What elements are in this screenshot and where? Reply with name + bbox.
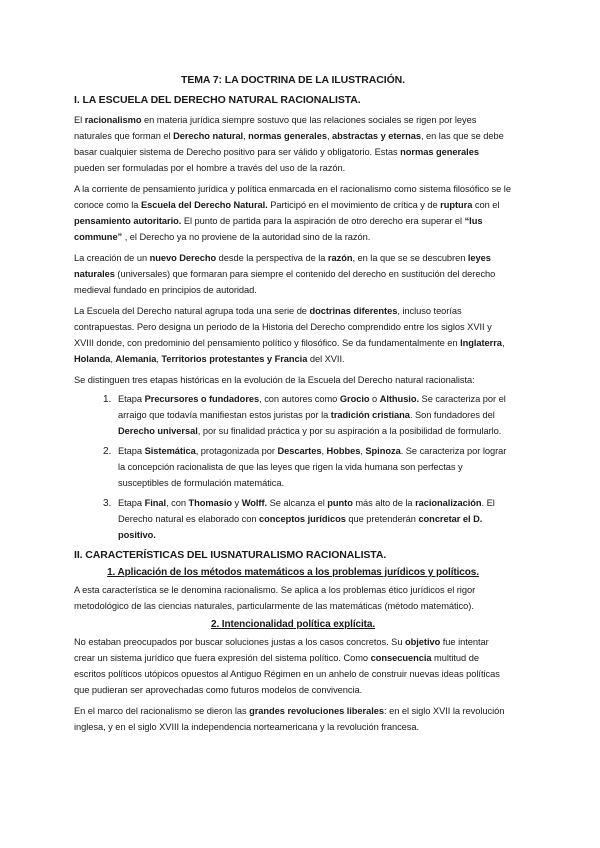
bold-text: Final bbox=[144, 498, 167, 508]
paragraph: La Escuela del Derecho natural agrupa toda una serie de doctrinas diferentes, incluso teorías contrapuestas. Pero designa un periodo de la Historia del Derecho comprendido entre los siglos XVII y XVIII donde, con predominio del pensamiento político y filosófico. Se da fundamentalmente en Inglaterra, Holanda, Alemania, Territorios protestantes y Francia del XVII. bbox=[74, 306, 505, 364]
list-item: 2. Etapa Sistemática, protagonizada por Descartes, Hobbes, Spinoza. Se caracteriza por lograr la concepción racionalista de que las leyes que rigen la vida humana son perfectas y susceptibles de formulación matemática. bbox=[114, 443, 512, 491]
bold-text: tradición cristiana bbox=[330, 410, 410, 420]
bold-text: “Ius commune” bbox=[74, 216, 483, 242]
bold-text: racionalismo bbox=[84, 115, 142, 125]
list-item: 1. Etapa Precursores o fundadores, con autores como Grocio o Althusio. Se caracteriza por el arraigo que todavía manifiestan estos juristas por la tradición cristiana. Son fundadores del Derecho universal, por su finalidad práctica y por su aspiración a la posibilidad de formularlo. bbox=[114, 391, 512, 439]
bold-text: normas generales bbox=[400, 147, 479, 157]
stages-list bbox=[74, 391, 512, 543]
bold-text: consecuencia bbox=[370, 653, 432, 663]
bold-text: razón bbox=[327, 253, 353, 263]
bold-text: abstractas y eternas bbox=[332, 131, 421, 141]
subheading-1: 1. Aplicación de los métodos matemáticos a los problemas jurídicos y políticos. bbox=[107, 567, 479, 578]
bold-text: racionalización bbox=[415, 498, 482, 508]
bold-text: Holanda bbox=[74, 354, 111, 364]
bold-text: concretar el D. positivo. bbox=[118, 514, 483, 540]
bold-text: leyes naturales bbox=[74, 253, 491, 279]
list-item: 3. Etapa Final, con Thomasio y Wolff. Se alcanza el punto más alto de la racionalización. El Derecho natural es elaborado con conceptos jurídicos que pretenderán concretar el D. positivo. bbox=[114, 495, 512, 543]
subheading-2: 2. Intencionalidad política explícita. bbox=[210, 619, 376, 630]
bold-text: normas generales bbox=[248, 131, 327, 141]
paragraph: A esta característica se le denomina racionalismo. Se aplica a los problemas ético jurídicos el rigor metodológico de las ciencias naturales, particularmente de las matemáticas (método matemático). bbox=[74, 585, 476, 611]
bold-text: objetivo bbox=[404, 637, 441, 647]
bold-text: Thomasio bbox=[188, 498, 233, 508]
bold-text: Derecho natural bbox=[173, 131, 244, 141]
section-2-heading: II. CARACTERÍSTICAS DEL IUSNATURALISMO RACIONALISTA. bbox=[74, 549, 387, 561]
bold-text: Hobbes bbox=[326, 446, 361, 456]
bold-text: pensamiento autoritario. bbox=[74, 216, 182, 226]
bold-text: Althusio. bbox=[379, 394, 420, 404]
bold-text: nuevo Derecho bbox=[149, 253, 217, 263]
bold-text: Descartes bbox=[277, 446, 322, 456]
bold-text: Derecho universal bbox=[118, 426, 198, 436]
bold-text: grandes revoluciones liberales bbox=[249, 706, 385, 716]
bold-text: doctrinas diferentes bbox=[309, 306, 398, 316]
section-1-heading: I. LA ESCUELA DEL DERECHO NATURAL RACIONALISTA. bbox=[74, 94, 361, 106]
paragraph: Se distinguen tres etapas históricas en la evolución de la Escuela del Derecho natural racionalista: bbox=[74, 375, 475, 385]
bold-text: Alemania bbox=[115, 354, 157, 364]
paragraph: A la corriente de pensamiento jurídica y política enmarcada en el racionalismo como sistema filosófico se le conoce como la Escuela del Derecho Natural. Participó en el movimiento de crítica y de ruptura con el pensamiento autoritario. El punto de partida para la aspiración de otro derecho era superar el “Ius commune” , el Derecho ya no proviene de la autoridad sino de la razón. bbox=[74, 184, 511, 242]
bold-text: Spinoza bbox=[365, 446, 401, 456]
bold-text: ruptura bbox=[440, 200, 473, 210]
paragraph: En el marco del racionalismo se dieron las grandes revoluciones liberales: en el siglo XVII la revolución inglesa, y en el siglo XVIII la independencia norteamericana y la revolución francesa. bbox=[74, 706, 505, 732]
paragraph: La creación de un nuevo Derecho desde la perspectiva de la razón, en la que se se descubren leyes naturales (universales) que formaran para siempre el contenido del derecho en sustitución del derecho medieval fundado en principios de autoridad. bbox=[74, 253, 496, 295]
bold-text: Precursores o fundadores bbox=[144, 394, 260, 404]
bold-text: Sistemática bbox=[144, 446, 196, 456]
bold-text: Inglaterra bbox=[460, 338, 502, 348]
document-title: TEMA 7: LA DOCTRINA DE LA ILUSTRACIÓN. bbox=[181, 74, 405, 86]
bold-text: punto bbox=[327, 498, 353, 508]
paragraph: El racionalismo en materia jurídica siempre sostuvo que las relaciones sociales se rigen por leyes naturales que forman el Derecho natural, normas generales, abstractas y eternas, en las que se debe basar cualquier sistema de Derecho positivo para ser válido y obligatorio. Estas normas generales pueden ser formuladas por el hombre a través del uso de la razón. bbox=[74, 115, 504, 173]
bold-text: conceptos jurídicos bbox=[259, 514, 346, 524]
bold-text: Territorios protestantes y Francia bbox=[161, 354, 308, 364]
paragraph: No estaban preocupados por buscar soluciones justas a los casos concretos. Su objetivo fue intentar crear un sistema jurídico que fuera expresión del sistema político. Como consecuencia multitud de escritos políticos utópicos opuestos al Antiguo Régimen en un anhelo de construir nuevas ideas políticas que pudieran ser aprovechadas como futuros modelos de convivencia. bbox=[74, 637, 500, 695]
bold-text: Escuela del Derecho Natural. bbox=[140, 200, 268, 210]
bold-text: Wolff. bbox=[241, 498, 268, 508]
bold-text: Grocio bbox=[339, 394, 370, 404]
